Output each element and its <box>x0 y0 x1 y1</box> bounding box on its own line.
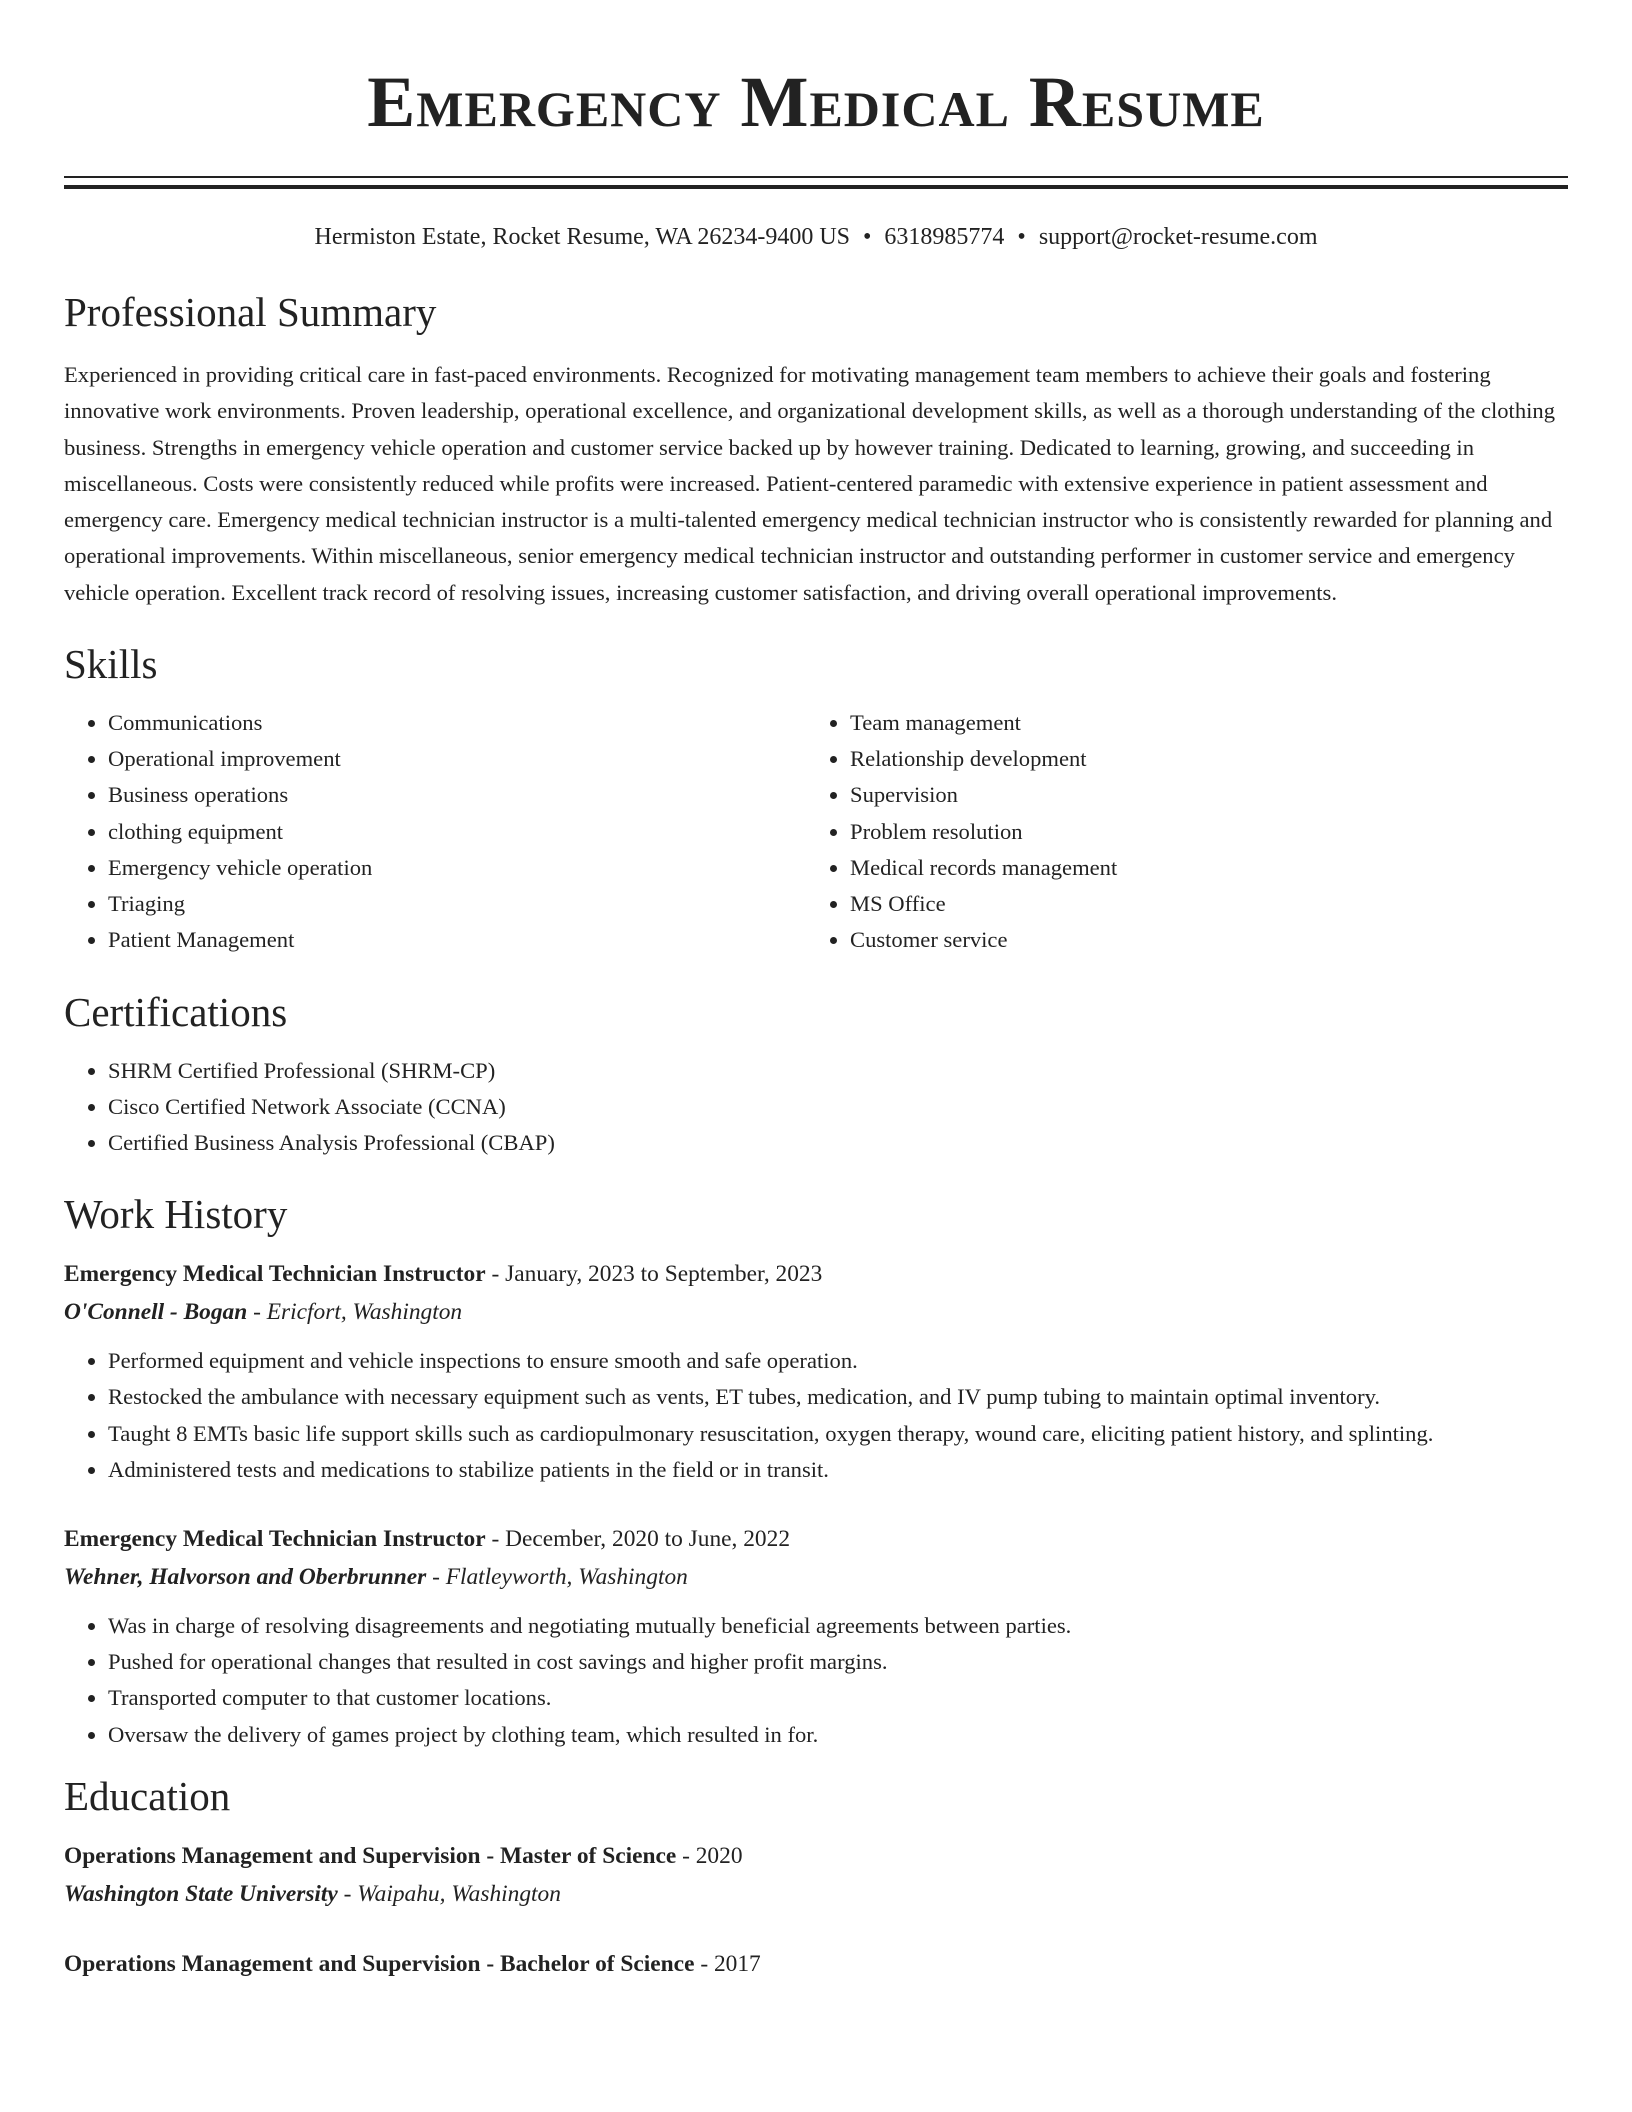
skill-item: • Customer service <box>850 922 1548 958</box>
skills-list-right <box>806 705 1548 958</box>
certifications-list <box>64 1053 1568 1162</box>
job-duty-item: • Pushed for operational changes that resulted in cost savings and higher profit margins. <box>108 1644 1568 1680</box>
job-location: - Ericfort, Washington <box>253 1299 463 1326</box>
education-heading: Education <box>64 1772 231 1819</box>
job-role: Emergency Medical Technician Instructor <box>64 1525 486 1552</box>
skill-item: • Triaging <box>108 886 806 922</box>
certifications-heading: Certifications <box>64 988 288 1035</box>
title-divider-thick <box>64 185 1568 189</box>
education-year: - 2020 <box>682 1842 743 1869</box>
job-location: - Flatleyworth, Washington <box>432 1563 688 1590</box>
job-employer-line <box>64 1293 1568 1331</box>
education-school-line <box>64 1875 1568 1913</box>
certification-item: • Certified Business Analysis Professional (CBAP) <box>108 1125 1568 1161</box>
skill-item: • Medical records management <box>850 850 1548 886</box>
job-duties-list <box>64 1608 1568 1753</box>
skill-item: • Communications <box>108 705 806 741</box>
page-title: Emergency Medical Resume <box>367 62 1265 142</box>
job-entry <box>64 1255 1568 1488</box>
job-duty-item: • Administered tests and medications to stabilize patients in the field or in transit. <box>108 1452 1568 1488</box>
skill-item: • Operational improvement <box>108 741 806 777</box>
job-duty-item: • Transported computer to that customer locations. <box>108 1680 1568 1716</box>
education-entry <box>64 1945 1568 1983</box>
summary-text: Experienced in providing critical care in fast-paced environments. Recognized for motivating management team members to achieve their goals and fostering innovative work environments. Proven leadership, operational excellence, and organizational development skills, as well as a thorough understanding of the clothing business. Strengths in emergency vehicle operation and customer service backed up by however training. Dedicated to learning, growing, and succeeding in miscellaneous. Costs were consistently reduced while profits were increased. Patient-centered paramedic with extensive experience in patient assessment and emergency care. Emergency medical technician instructor is a multi-talented emergency medical technician instructor who is consistently rewarded for planning and operational improvements. Within miscellaneous, senior emergency medical technician instructor and outstanding performer in customer service and emergency vehicle operation. Excellent track record of resolving issues, increasing customer satisfaction, and driving overall operational improvements. <box>64 362 1555 605</box>
skill-item: • Supervision <box>850 777 1548 813</box>
education-entry <box>64 1837 1568 1913</box>
job-title-line <box>64 1255 1568 1293</box>
skills-list-left <box>64 705 806 958</box>
education-location: - Waipahu, Washington <box>343 1880 561 1907</box>
job-duty-item: • Performed equipment and vehicle inspections to ensure smooth and safe operation. <box>108 1343 1568 1379</box>
skill-item: • Problem resolution <box>850 814 1548 850</box>
education-school: Washington State University <box>64 1880 338 1907</box>
education-degree: Operations Management and Supervision - Master of Science <box>64 1842 677 1869</box>
job-dates: - December, 2020 to June, 2022 <box>491 1525 791 1552</box>
contact-separator: • <box>863 224 872 250</box>
title-divider-thin <box>64 176 1568 178</box>
work-history-heading: Work History <box>64 1191 288 1238</box>
education-degree-line <box>64 1837 1568 1875</box>
contact-phone: 6318985774 <box>884 224 1005 250</box>
skills-heading: Skills <box>64 641 158 688</box>
education-degree-line <box>64 1945 1568 1983</box>
job-company: Wehner, Halvorson and Oberbrunner <box>64 1563 427 1590</box>
job-duty-item: • Restocked the ambulance with necessary equipment such as vents, ET tubes, medication, and IV pump tubing to maintain optimal inventory. <box>108 1379 1568 1415</box>
education-degree: Operations Management and Supervision - Bachelor of Science <box>64 1950 695 1977</box>
job-duties-list <box>64 1343 1568 1488</box>
skill-item: • Emergency vehicle operation <box>108 850 806 886</box>
job-duty-item: • Oversaw the delivery of games project by clothing team, which resulted in for. <box>108 1717 1568 1753</box>
certification-item: • SHRM Certified Professional (SHRM-CP) <box>108 1053 1568 1089</box>
skills-column-right <box>806 705 1548 958</box>
job-entry <box>64 1520 1568 1753</box>
skill-item: • clothing equipment <box>108 814 806 850</box>
skill-item: • Business operations <box>108 777 806 813</box>
skill-item: • Patient Management <box>108 922 806 958</box>
skills-column-left <box>64 705 806 958</box>
certification-item: • Cisco Certified Network Associate (CCNA) <box>108 1089 1568 1125</box>
job-duty-item: • Was in charge of resolving disagreements and negotiating mutually beneficial agreements between parties. <box>108 1608 1568 1644</box>
skill-item: • Team management <box>850 705 1548 741</box>
summary-heading: Professional Summary <box>64 289 437 335</box>
education-year: - 2017 <box>700 1950 761 1977</box>
job-duty-item: • Taught 8 EMTs basic life support skills such as cardiopulmonary resuscitation, oxygen therapy, wound care, eliciting patient history, and splinting. <box>108 1416 1568 1452</box>
job-title-line <box>64 1520 1568 1558</box>
job-company: O'Connell - Bogan <box>64 1299 248 1326</box>
skill-item: • Relationship development <box>850 741 1548 777</box>
contact-address: Hermiston Estate, Rocket Resume, WA 26234-9400 US <box>314 224 850 250</box>
job-dates: - January, 2023 to September, 2023 <box>491 1261 823 1288</box>
job-employer-line <box>64 1558 1568 1596</box>
skill-item: • MS Office <box>850 886 1548 922</box>
skills-grid <box>64 705 1568 958</box>
contact-separator: • <box>1017 224 1026 250</box>
contact-email: support@rocket-resume.com <box>1038 224 1318 250</box>
job-role: Emergency Medical Technician Instructor <box>64 1261 486 1288</box>
contact-line <box>64 221 1568 253</box>
